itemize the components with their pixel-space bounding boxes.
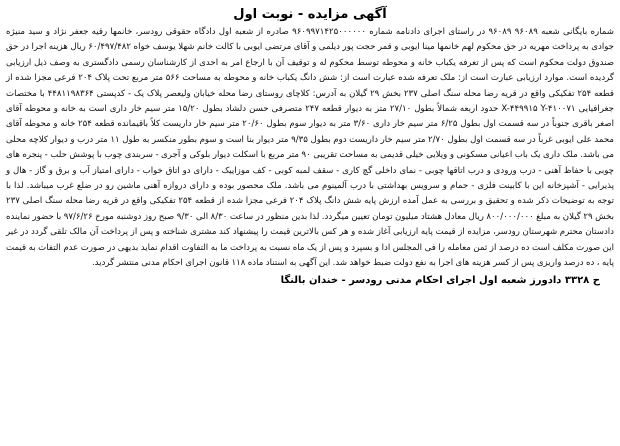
notice-footer: ح ۳۳۲۸ دادورز شعبه اول اجرای احکام مدنی رودسر - خندان بالنگا [280,274,600,286]
notice-body: شماره بایگانی شعبه ۹۶۰۸۹ ۹۶۰۸۹ در راستای اجرای دادنامه شماره ۹۶۰۹۹۷۱۴۲۵۰۰۰۰۰۰ صادره از شعبه اول دادگاه حقوقی رودسر، خانمها رقیه جعفر نژاد و سید منیژه جوادی به پرداخت مهریه در حق محکوم لهم خانمها مینا ایوبی و قمر حجت پور دیلمی و آقای مرتضی ایوبی با کالت خانم شهلا یوسف خواه ۶۰/۴۹۷/۴۸۲ ریال هزینه اجرا در حق صندوق دولت محکوم است که پس از تعرفه یکباب خانه و محوطه توسط محکوم له و توقیف آن با ارجاع امر به احدی از کارشناسان رسمی دادگستری به وصف ذیل ارزیابی گردیده است. موارد ارزیابی عبارت است از: ملک تعرفه شده عبارت است از: شش دانگ یکباب خانه و محوطه به مساحت ۵۶۶ متر مربع تحت پلاک ۲۰۴ فرعی مجزا شده از قطعه ۲۵۴ تفکیکی واقع در قریه رضا محله سنگ اصلی ۲۳۷ بخش ۲۹ گیلان به آدرس: کلاچای روستای رضا محله خیابان ولیعصر پلاک یک - کدپستی ۴۴۸۱۱۹۸۳۶۴ با مختصات جغرافیایی X-۴۴۹۹۱۵ Y-۴۱۰۰۷۱ حدود اربعه شمالاً بطول ۲۷/۱۰ متر به دیوار قطعه ۲۴۷ متصرفی حسن دلشاد بطول ۱۵/۲۰ متر سیم خار داری است به خانه و محوطه آقای اصغر باقری جنوباً در سه قسمت اول بطول ۶/۲۵ متر سیم خار داری ۳/۶۰ متر به دیوار سوم بطول ۲۰/۶۰ متر سیم خار داریست کلاً باقیمانده قطعه ۲۵۴ خانه و محوطه آقای محمد علی ایوبی غرباً در سه قسمت اول بطول ۲/۷۰ متر سیم خار داریست دوم بطول ۹/۳۵ متر دیوار بنا است و سوم بطور منکسر به طول ۱۱ متر درب و دیوار کلاچه محلی می باشد. ملک داری یک باب اعیانی مسکونی و ویلایی خیلی قدیمی به مساحت تقریبی ۹۰ متر مربع با اسکلت دیوار بلوکی و آجری - سربندی چوب با پوشش حلب - پنجره های چوبی با حفاظ آهنی - درب ورودی و درب اتاقها چوبی - نمای داخلی گچ کاری - سقف لمبه کوبی - کف موزاییک - دارای دو اتاق خواب - دارای امتیاز آب و برق و گاز - هال و پذیرایی - آشپزخانه این با کابینت فلزی - حمام و سرویس بهداشتی با درب آلمینوم می باشد. ملک محصور بوده و دارای دروازه آهنی ماشین رو در ضلع غرب میباشد. لذا با توجه به توضیحات ذکر شده و تحقیق و بررسی به عمل آمده ارزش پایه شش دانگ پلاک ۲۰۴ فرعی مجزا شده از قطعه ۲۵۴ تفکیکی واقع در قریه رضا محله سنگ اصلی ۲۳۷ بخش ۲۹ گیلان به مبلغ ۸۰۰/۰۰۰/۰۰۰ ریال معادل هشتاد میلیون تومان تعیین میگردد. لذا بدین منظور در ساعت ۸/۳۰ الی ۹/۳۰ صبح روز دوشنبه مورخ ۹۷/۶/۲۶ با حضور نماینده دادستان محترم شهرستان رودسر، مزایده از قیمت پایه ارزیابی آغاز شده و هر کس بالاترین قیمت را پیشنهاد کند مشتری شناخته و پس از پرداخت آن مالک تلقی گردد در غیر این صورت مکلف است ده درصد از ثمن معامله را فی المجلس ادا و بسپرد و پس از یک ماه نسبت به پرداخت ما به التفاوت اقدام نماید بدیهی در صورت عدم التفات به قیمت پایه ، ده درصد واریزی پس از کسر هزینه های اجرا به نفع دولت ضبط خواهد شد. این آگهی به استناد ماده ۱۱۸ قانون اجرای احکام مدنی منتشر گردید. [6,27,615,269]
notice-title: آگهی مزایده - نوبت اول [233,7,387,22]
